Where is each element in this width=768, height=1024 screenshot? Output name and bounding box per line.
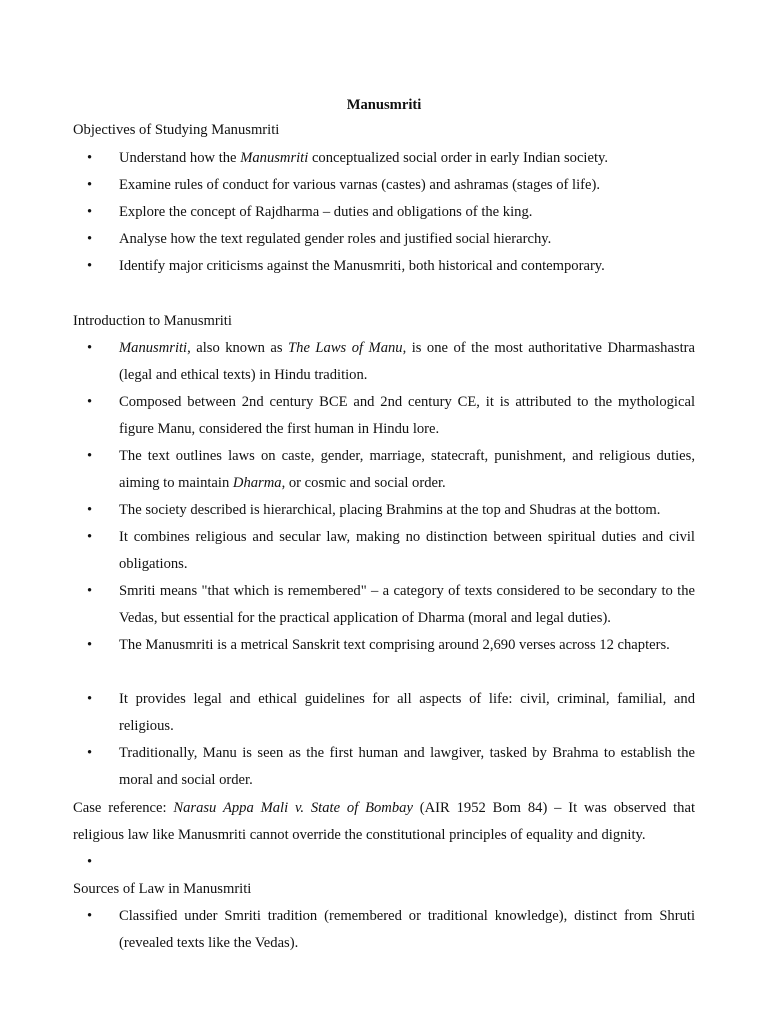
objectives-item (73, 253, 695, 280)
objectives-item-text: Explore the concept of Rajdharma – duties and obligations of the king. (119, 204, 533, 220)
objectives-item-text: Examine rules of conduct for various varnas (castes) and ashramas (stages of life). (119, 177, 601, 193)
bullet-icon: • (87, 529, 93, 545)
bullet-icon: • (87, 177, 93, 193)
introduction-item (73, 389, 695, 443)
objectives-item (73, 226, 695, 253)
introduction-heading: Introduction to Manusmriti (73, 313, 232, 329)
bullet-icon: • (87, 854, 93, 870)
introduction-item-text: The society described is hierarchical, placing Brahmins at the top and Shudras at the bottom. (119, 502, 661, 518)
introduction-item (73, 578, 695, 632)
bullet-icon: • (87, 340, 93, 356)
introduction-item (73, 632, 695, 659)
objectives-item (73, 145, 695, 172)
bullet-icon: • (87, 150, 93, 166)
bullet-icon: • (87, 583, 93, 599)
objectives-item (73, 199, 695, 226)
introduction-item (73, 686, 695, 740)
sources-item-text: Classified under Smriti tradition (remembered or traditional knowledge), distinct from Shruti (revealed texts like the Vedas). (119, 908, 695, 951)
objectives-item-text: Analyse how the text regulated gender roles and justified social hierarchy. (119, 231, 552, 247)
bullet-icon: • (87, 502, 93, 518)
objectives-item (73, 172, 695, 199)
introduction-item-text: Smriti means "that which is remembered" – a category of texts considered to be secondary to the Vedas, but essential for the practical application of Dharma (moral and legal duties). (119, 583, 695, 626)
bullet-icon: • (87, 745, 93, 761)
introduction-item (73, 497, 695, 524)
case-reference: Case reference: Narasu Appa Mali v. State of Bombay (AIR 1952 Bom 84) – It was observed that religious law like Manusmriti cannot override the constitutional principles of equality and dignity. (73, 800, 695, 843)
objectives-item-text: Understand how the Manusmriti conceptualized social order in early Indian society. (119, 150, 609, 166)
bullet-icon: • (87, 394, 93, 410)
page-title: Manusmriti (346, 97, 422, 113)
introduction-item (73, 335, 695, 389)
sources-heading: Sources of Law in Manusmriti (73, 881, 252, 897)
bullet-icon: • (87, 691, 93, 707)
introduction-item-text: It combines religious and secular law, making no distinction between spiritual duties and civil obligations. (119, 529, 695, 572)
introduction-item-text: The text outlines laws on caste, gender, marriage, statecraft, punishment, and religious duties, aiming to maintain Dharma, or cosmic and social order. (119, 448, 695, 491)
bullet-icon: • (87, 448, 93, 464)
objectives-heading: Objectives of Studying Manusmriti (73, 122, 280, 138)
introduction-item (73, 524, 695, 578)
introduction-item-text: The Manusmriti is a metrical Sanskrit text comprising around 2,690 verses across 12 chapters. (119, 637, 670, 653)
bullet-icon: • (87, 204, 93, 220)
bullet-icon: • (87, 908, 93, 924)
introduction-item-text: Composed between 2nd century BCE and 2nd century CE, it is attributed to the mythological figure Manu, considered the first human in Hindu lore. (119, 394, 695, 437)
introduction-item (73, 443, 695, 497)
bullet-icon: • (87, 231, 93, 247)
introduction-item-text: It provides legal and ethical guidelines for all aspects of life: civil, criminal, familial, and religious. (119, 691, 695, 734)
introduction-item-text: Traditionally, Manu is seen as the first human and lawgiver, tasked by Brahma to establish the moral and social order. (119, 745, 695, 788)
introduction-item (73, 740, 695, 794)
bullet-icon: • (87, 258, 93, 274)
sources-item (73, 903, 695, 957)
introduction-item-text: Manusmriti, also known as The Laws of Manu, is one of the most authoritative Dharmashastra (legal and ethical texts) in Hindu tradition. (119, 340, 696, 383)
case-name: Narasu Appa Mali v. State of Bombay (173, 800, 413, 816)
bullet-icon: • (87, 637, 93, 653)
objectives-item-text: Identify major criticisms against the Manusmriti, both historical and contemporary. (119, 258, 605, 274)
